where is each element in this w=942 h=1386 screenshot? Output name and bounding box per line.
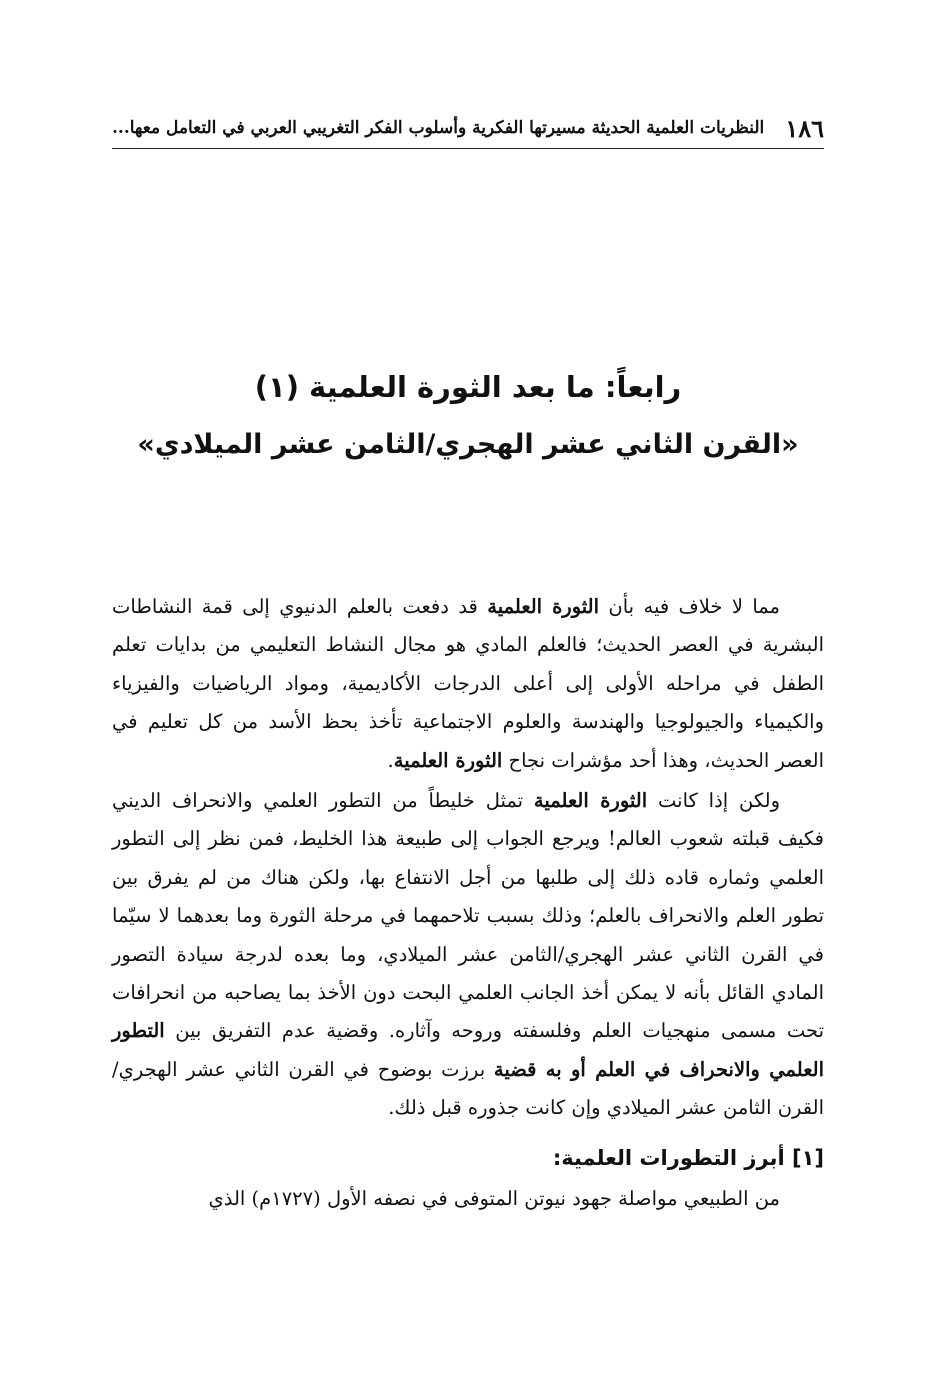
section-heading: [١] أبرز التطورات العلمية: <box>552 1145 824 1170</box>
paragraph-2-text-b: تمثل خليطاً من التطور العلمي والانحراف الديني فكيف قبلته شعوب العالم! ويرجع الجواب إلى طبيعة هذا الخليط، فمن نظر إلى التطور العلمي وثماره قاده ذلك إلى طلبها من أجل الانتفاع بها، ولكن هناك من لم يفرق بين تطور العلم والانحراف بالعلم؛ وذلك بسبب تلاحمهما في مرحلة الثورة وما بعدهما لا سيّما في القرن الثاني عشر الهجري/الثامن عشر الميلادي، وما بعده لدرجة سيادة التصور المادي القائل بأنه لا يمكن أخذ الجانب العلمي البحت دون الأخذ بما يصاحبه من انحرافات تحت مسمى منهجيات العلم وفلسفته وروحه وآثاره. وقضية عدم التفريق بين <box>112 789 824 1043</box>
chapter-heading-subtitle: «القرن الثاني عشر الهجري/الثامن عشر الميلادي» <box>137 429 799 460</box>
running-header <box>112 108 824 149</box>
section-first-line: من الطبيعي مواصلة جهود نيوتن المتوفى في نصفه الأول (١٧٢٧م) الذي <box>208 1186 780 1210</box>
running-header-title: النظريات العلمية الحديثة مسيرتها الفكرية وأسلوب الفكر التغريبي العربي في التعامل معها... <box>112 118 765 138</box>
paragraph-2 <box>112 782 824 1128</box>
paragraph-2-text-a: ولكن إذا كانت <box>647 789 780 813</box>
paragraph-1-text-c: . <box>387 748 394 772</box>
page-number: ١٨٦ <box>785 113 824 143</box>
body-text <box>112 588 824 1218</box>
paragraph-2-text-c: برزت بوضوح في القرن الثاني عشر الهجري/ القرن الثامن عشر الميلادي وإن كانت جذوره قبل ذلك. <box>112 1057 824 1120</box>
paragraph-1-text-a: مما لا خلاف فيه بأن <box>599 595 780 618</box>
paragraph-1 <box>112 588 824 780</box>
paragraph-1-emphasis-b: الثورة العلمية <box>393 748 503 772</box>
paragraph-2-emphasis-b: التطور العلمي والانحراف في العلم أو به قضية <box>112 1019 824 1081</box>
paragraph-2-emphasis-a: الثورة العلمية <box>533 789 648 813</box>
chapter-heading <box>112 360 824 472</box>
paragraph-1-emphasis-a: الثورة العلمية <box>487 595 600 618</box>
paragraph-1-text-b: قد دفعت بالعلم الدنيوي إلى قمة النشاطات البشرية في العصر الحديث؛ فالعلم المادي هو مجال النشاط التعليمي من بدايات تعلم الطفل في مراحله الأولى إلى أعلى الدرجات الأكاديمية، ومواد الرياضيات والفيزياء والكيمياء والجيولوجيا والهندسة والعلوم الاجتماعية تأخذ بحظ الأسد من كل تعليم في العصر الحديث، وهذا أحد مؤشرات نجاح <box>112 595 824 772</box>
chapter-heading-title: رابعاً: ما بعد الثورة العلمية (١) <box>254 370 682 404</box>
